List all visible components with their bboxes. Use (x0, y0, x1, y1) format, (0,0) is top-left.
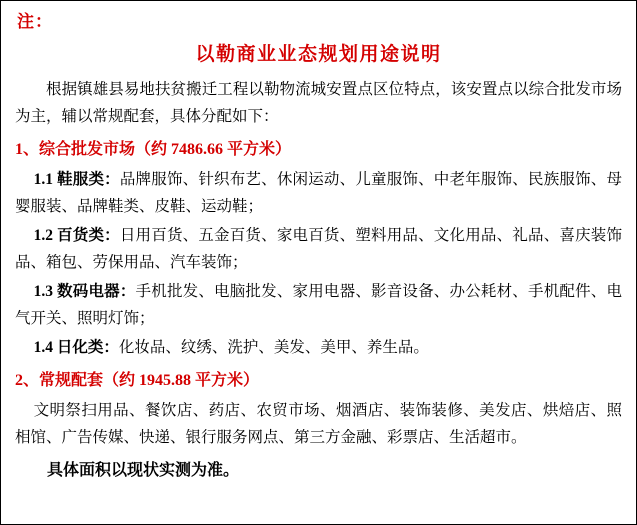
document-title: 以勒商业业态规划用途说明 (195, 44, 442, 65)
intro-paragraph: 根据镇雄县易地扶贫搬迁工程以勒物流城安置点区位特点，该安置点以综合批发市场为主，辅以常规配套，具体分配如下： (15, 81, 622, 125)
section-1-item-4-text: 化妆品、纹绣、洗护、美发、美甲、养生品。 (118, 339, 429, 356)
section-1-item-3 (15, 278, 622, 332)
note-label: 注： (17, 12, 53, 31)
section-2-item-1-text: 文明祭扫用品、餐饮店、药店、农贸市场、烟酒店、装饰装修、美发店、烘焙店、照相馆、广告传媒、快递、银行服务网点、第三方金融、彩票店、生活超市。 (15, 402, 622, 446)
section-1-item-4 (15, 334, 622, 361)
section-heading-1: 1、综合批发市场（约 7486.66 平方米） (15, 141, 292, 158)
section-1-item-1-label: 1.1 鞋服类： (33, 171, 120, 188)
section-1-item-3-text: 手机批发、电脑批发、家用电器、影音设备、办公耗材、手机配件、电气开关、照明灯饰； (15, 283, 622, 327)
section-1-item-1 (15, 166, 622, 220)
closing-note: 具体面积以现状实测为准。 (47, 462, 240, 479)
section-1-item-2-text: 日用百货、五金百货、家电百货、塑料用品、文化用品、礼品、喜庆装饰品、箱包、劳保用品、汽车装饰； (15, 227, 622, 271)
section-1-item-2-label: 1.2 百货类： (33, 227, 120, 244)
section-1-item-3-label: 1.3 数码电器： (33, 283, 136, 300)
section-heading-2: 2、常规配套（约 1945.88 平方米） (15, 372, 260, 389)
section-1-item-4-label: 1.4 日化类： (33, 339, 119, 356)
section-1-item-2 (15, 222, 622, 276)
section-1-item-1-text: 品牌服饰、针织布艺、休闲运动、儿童服饰、中老年服饰、民族服饰、母婴服装、品牌鞋类、皮鞋、运动鞋； (15, 171, 622, 215)
